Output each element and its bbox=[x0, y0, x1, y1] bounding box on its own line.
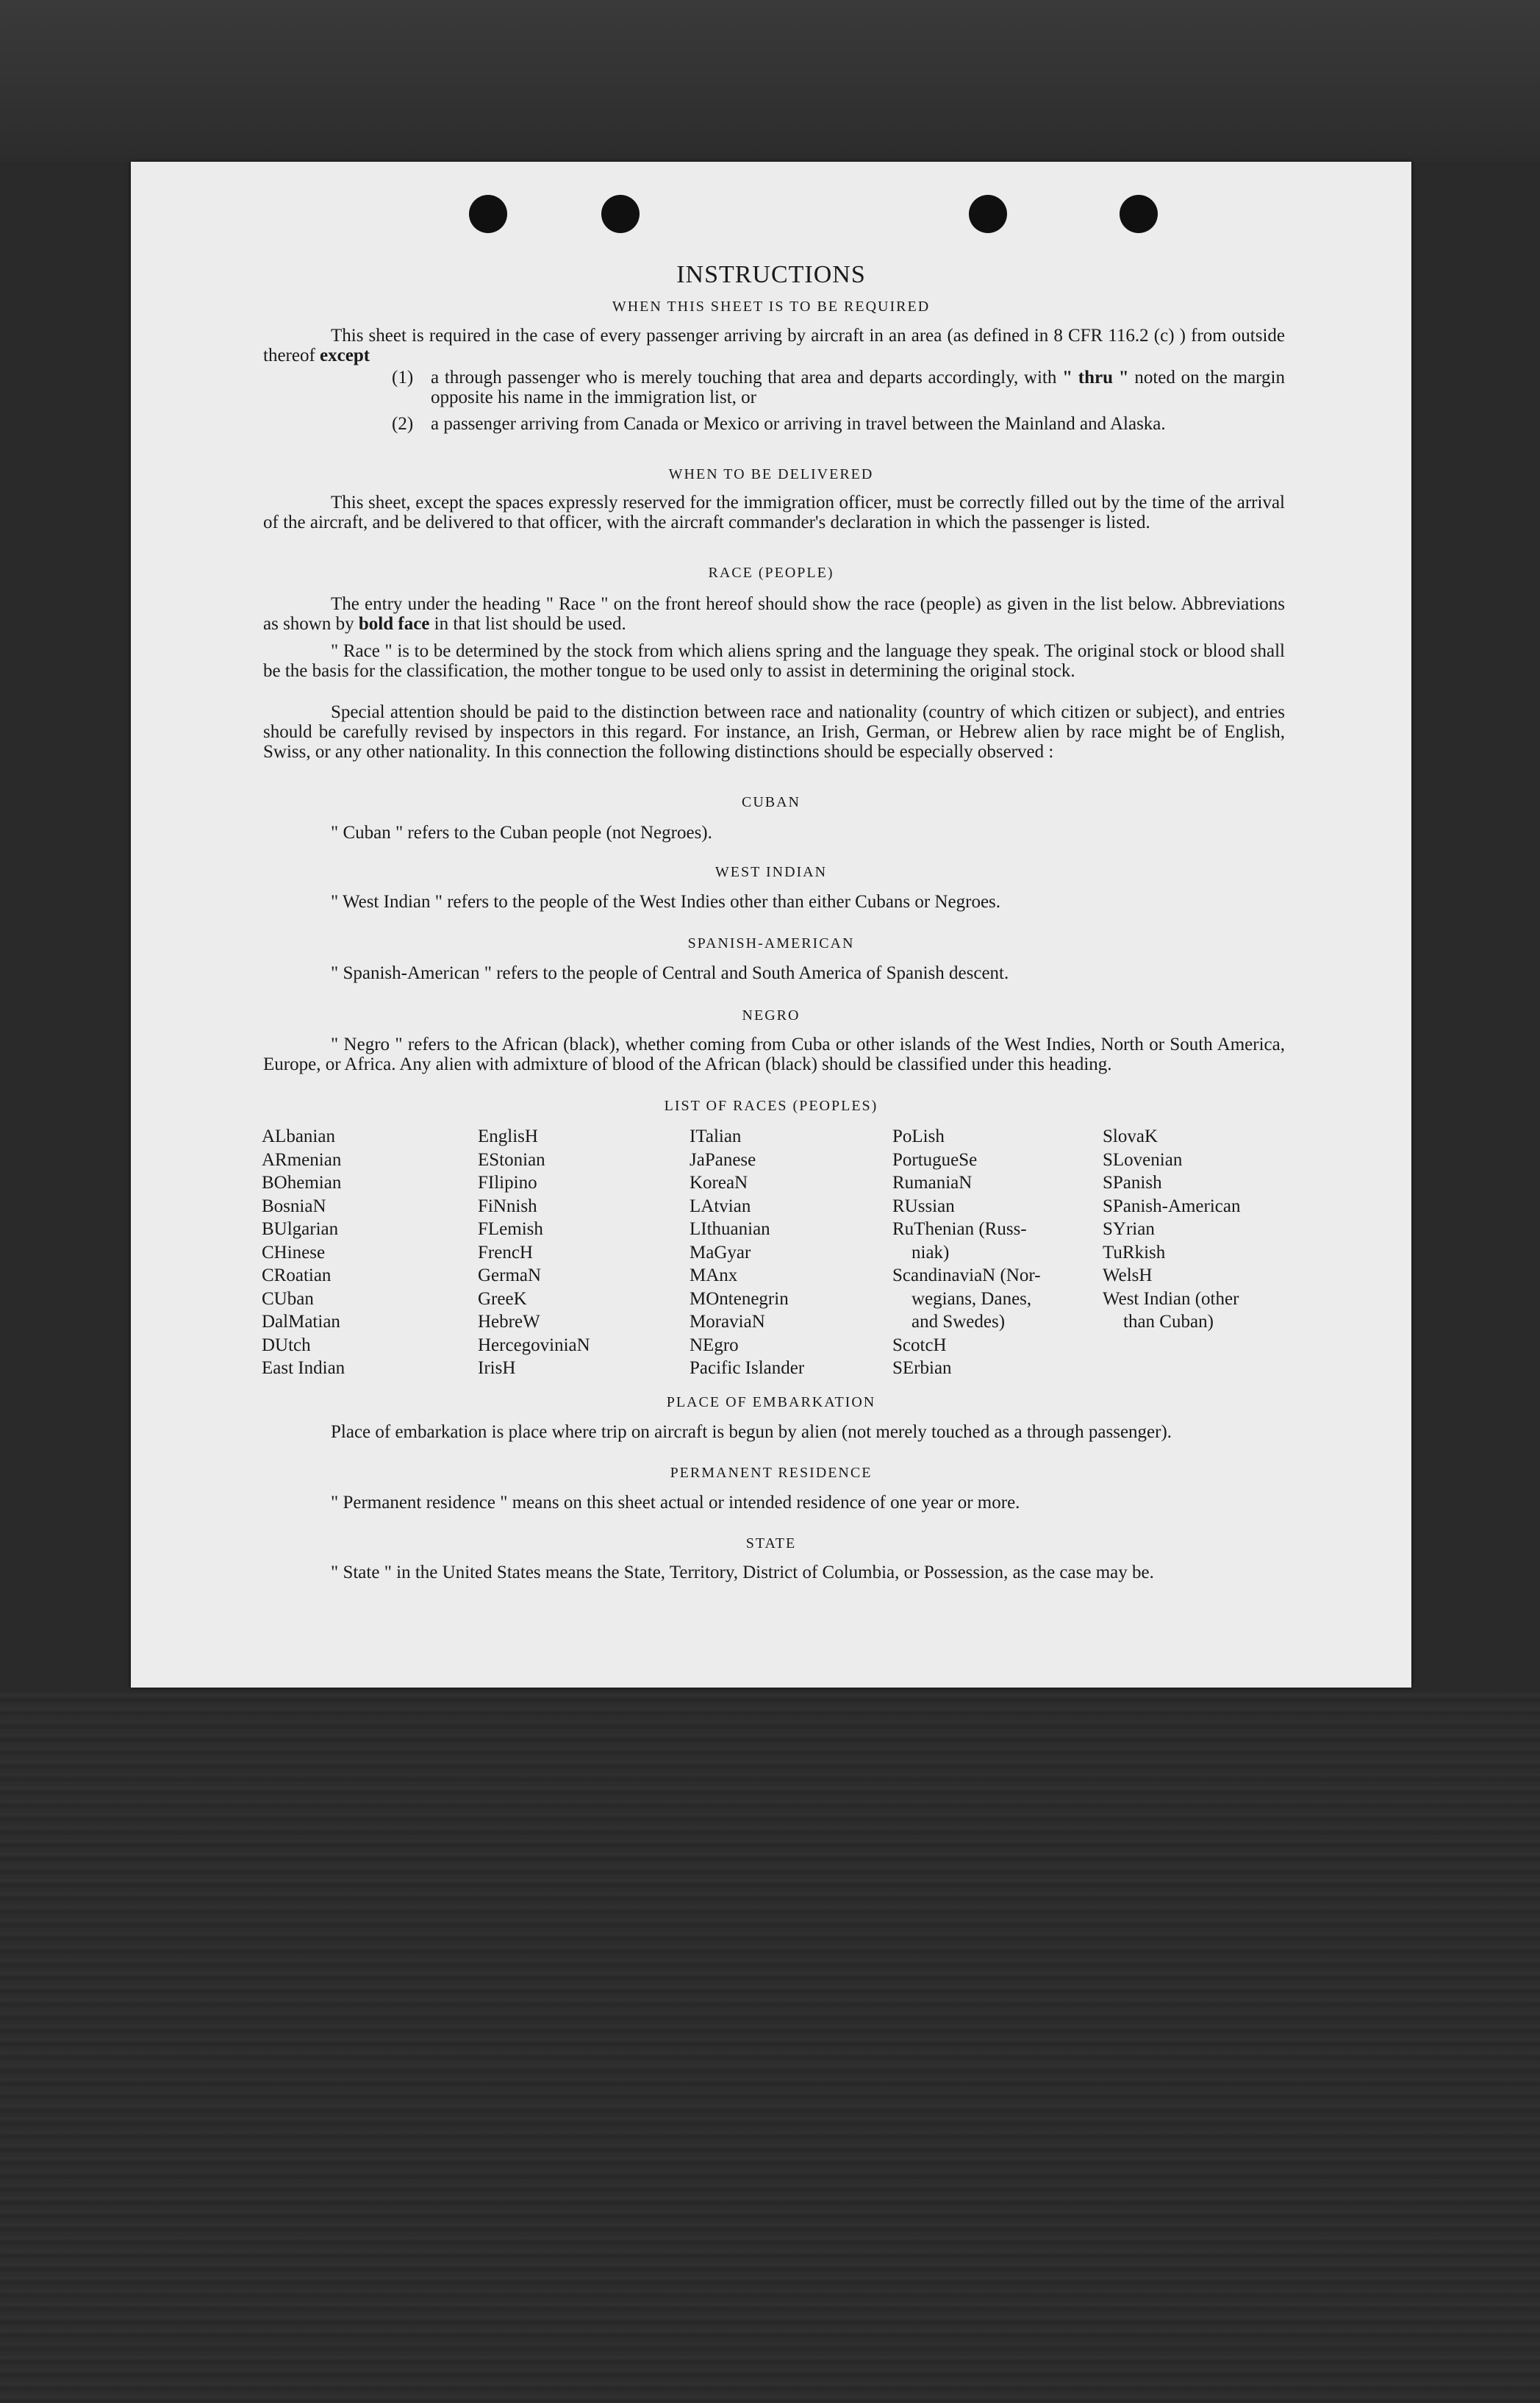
text-run: This sheet is required in the case of every passenger arriving by aircraft in an area (as defined in 8 CFR 116.2 (c) ) from outside thereof bbox=[263, 326, 1285, 365]
race-entry: FIlipino bbox=[478, 1173, 537, 1193]
race-entry: SYrian bbox=[1103, 1219, 1155, 1239]
item-number-2: (2) bbox=[392, 414, 414, 434]
race-entry: ITalian bbox=[690, 1126, 742, 1146]
heading-cuban: CUBAN bbox=[741, 794, 801, 810]
text-run-bold: except bbox=[320, 346, 370, 365]
race-entry: West Indian (other bbox=[1103, 1288, 1239, 1309]
race-entry: BosniaN bbox=[262, 1196, 326, 1216]
text-run: noted on the margin opposite his name in the immigration list, or bbox=[431, 368, 1285, 407]
race-entry: ALbanian bbox=[262, 1126, 335, 1146]
race-entry: MOntenegrin bbox=[690, 1288, 789, 1309]
race-entry: CHinese bbox=[262, 1242, 326, 1263]
paragraph-west-indian: " West Indian " refers to the people of the West Indies other than either Cubans or Negroes. bbox=[331, 892, 1001, 912]
race-entry: ARmenian bbox=[262, 1149, 342, 1170]
film-margin-bottom bbox=[0, 1691, 1540, 2403]
heading-race: RACE (PEOPLE) bbox=[708, 565, 834, 581]
paragraph-cuban: " Cuban " refers to the Cuban people (not Negroes). bbox=[331, 823, 712, 843]
race-entry: HercegoviniaN bbox=[478, 1335, 590, 1355]
film-margin-top bbox=[0, 0, 1540, 162]
race-entry: MaGyar bbox=[690, 1242, 751, 1263]
paragraph-state: " State " in the United States means the State, Territory, District of Columbia, or Possession, as the case may be. bbox=[331, 1563, 1154, 1582]
paragraph-embarkation: Place of embarkation is place where trip on aircraft is begun by alien (not merely touched as a through passenger). bbox=[331, 1422, 1172, 1442]
race-entry: PoLish bbox=[892, 1126, 945, 1146]
races-column-5 bbox=[1103, 1125, 1240, 1334]
paragraph-race-2: " Race " is to be determined by the stock from which aliens spring and the language they speak. The original stock or blood shall be the basis for the classification, the mother tongue to be used only to assist in determining the original stock. bbox=[263, 641, 1285, 681]
races-column-2 bbox=[478, 1125, 590, 1380]
race-entry: SPanish-American bbox=[1103, 1196, 1241, 1216]
heading-west-indian: WEST INDIAN bbox=[715, 864, 828, 880]
race-entry: BUlgarian bbox=[262, 1219, 339, 1239]
race-entry: IrisH bbox=[478, 1358, 516, 1378]
paragraph-delivered: This sheet, except the spaces expressly reserved for the immigration officer, must be correctly filled out by the time of the arrival of the aircraft, and be delivered to that officer, with the aircraft commander's declaration in which the passenger is listed. bbox=[263, 493, 1285, 532]
punch-hole bbox=[1120, 195, 1158, 233]
race-entry: DUtch bbox=[262, 1335, 311, 1355]
paragraph-permanent-residence: " Permanent residence " means on this sheet actual or intended residence of one year or more. bbox=[331, 1493, 1020, 1513]
punch-hole bbox=[969, 195, 1007, 233]
race-entry: SPanish bbox=[1103, 1173, 1162, 1193]
race-entry: NEgro bbox=[690, 1335, 739, 1355]
race-entry: HebreW bbox=[478, 1312, 540, 1332]
race-entry: TuRkish bbox=[1103, 1242, 1166, 1263]
race-entry: wegians, Danes, bbox=[912, 1288, 1032, 1309]
races-column-3 bbox=[690, 1125, 804, 1380]
race-entry: Pacific Islander bbox=[690, 1358, 805, 1378]
heading-permanent-residence: PERMANENT RESIDENCE bbox=[670, 1465, 873, 1481]
race-entry: JaPanese bbox=[690, 1149, 756, 1170]
punch-hole bbox=[601, 195, 640, 233]
race-entry: EStonian bbox=[478, 1149, 545, 1170]
heading-state: STATE bbox=[745, 1535, 797, 1552]
paragraph-negro: " Negro " refers to the African (black), whether coming from Cuba or other islands of the West Indies, North or South America, Europe, or Africa. Any alien with admixture of blood of the African (black) should be classified under this heading. bbox=[263, 1035, 1285, 1074]
race-entry: niak) bbox=[912, 1242, 950, 1263]
race-entry: MoraviaN bbox=[690, 1312, 765, 1332]
race-entry: FiNnish bbox=[478, 1196, 537, 1216]
race-entry: GermaN bbox=[478, 1265, 542, 1285]
race-entry: EnglisH bbox=[478, 1126, 538, 1146]
heading-when-delivered: WHEN TO BE DELIVERED bbox=[668, 466, 874, 482]
races-column-1 bbox=[262, 1125, 345, 1380]
race-entry: ScotcH bbox=[892, 1335, 947, 1355]
paragraph-spanish-american: " Spanish-American " refers to the people of Central and South America of Spanish descent. bbox=[331, 963, 1009, 983]
race-entry: KoreaN bbox=[690, 1173, 748, 1193]
race-entry: SlovaK bbox=[1103, 1126, 1158, 1146]
heading-negro: NEGRO bbox=[742, 1007, 801, 1024]
paragraph-required bbox=[263, 326, 1285, 365]
punch-hole bbox=[469, 195, 507, 233]
item-1-text bbox=[431, 368, 1285, 407]
race-entry: LAtvian bbox=[690, 1196, 751, 1216]
races-column-4 bbox=[892, 1125, 1041, 1380]
paragraph-race-1 bbox=[263, 594, 1285, 634]
text-run-bold: bold face bbox=[358, 614, 430, 634]
race-entry: PortugueSe bbox=[892, 1149, 978, 1170]
heading-list-of-races: LIST OF RACES (PEOPLES) bbox=[664, 1098, 878, 1114]
race-entry: RumaniaN bbox=[892, 1173, 973, 1193]
race-entry: than Cuban) bbox=[1123, 1312, 1214, 1332]
race-entry: SErbian bbox=[892, 1358, 952, 1378]
race-entry: CUban bbox=[262, 1288, 314, 1309]
race-entry: FLemish bbox=[478, 1219, 543, 1239]
race-entry: DalMatian bbox=[262, 1312, 340, 1332]
page-title: INSTRUCTIONS bbox=[676, 261, 866, 288]
item-number-1: (1) bbox=[392, 368, 414, 388]
document-page bbox=[131, 162, 1411, 1688]
race-entry: ScandinaviaN (Nor- bbox=[892, 1265, 1041, 1285]
heading-when-required: WHEN THIS SHEET IS TO BE REQUIRED bbox=[612, 299, 931, 315]
heading-embarkation: PLACE OF EMBARKATION bbox=[666, 1394, 876, 1410]
text-run: in that list should be used. bbox=[434, 614, 626, 634]
race-entry: MAnx bbox=[690, 1265, 738, 1285]
race-entry: RUssian bbox=[892, 1196, 955, 1216]
text-run-bold: " thru " bbox=[1062, 368, 1129, 388]
race-entry: LIthuanian bbox=[690, 1219, 770, 1239]
race-entry: East Indian bbox=[262, 1358, 345, 1378]
race-entry: RuThenian (Russ- bbox=[892, 1219, 1027, 1239]
race-entry: and Swedes) bbox=[912, 1312, 1006, 1332]
race-entry: GreeK bbox=[478, 1288, 527, 1309]
paragraph-race-3: Special attention should be paid to the distinction between race and nationality (country of which citizen or subject), and entries should be carefully revised by inspectors in this regard. For instance, an Irish, German, or Hebrew alien by race might be of English, Swiss, or any other nationality. In this connection the following distinctions should be especially observed : bbox=[263, 702, 1285, 762]
text-run: a through passenger who is merely touching that area and departs accordingly, with bbox=[431, 368, 1057, 388]
race-entry: WelsH bbox=[1103, 1265, 1153, 1285]
race-entry: CRoatian bbox=[262, 1265, 332, 1285]
race-entry: SLovenian bbox=[1103, 1149, 1183, 1170]
race-entry: BOhemian bbox=[262, 1173, 342, 1193]
race-entry: FrencH bbox=[478, 1242, 533, 1263]
heading-spanish-american: SPANISH-AMERICAN bbox=[687, 935, 855, 951]
item-2-text: a passenger arriving from Canada or Mexico or arriving in travel between the Mainland and Alaska. bbox=[431, 414, 1166, 434]
text-run: The entry under the heading " Race " on the front hereof should show the race (people) as given in the list below. Abbreviations as shown by bbox=[263, 594, 1285, 634]
